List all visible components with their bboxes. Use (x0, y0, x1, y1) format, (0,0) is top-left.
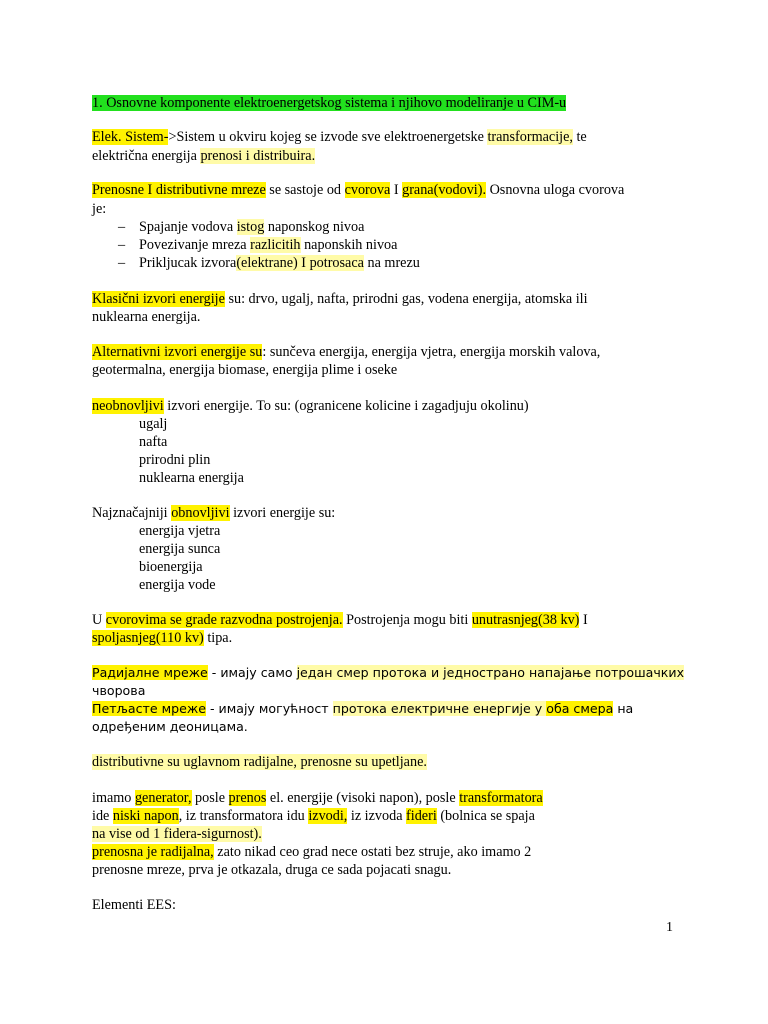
paragraph-imamo-line3: na vise od 1 fidera-sigurnost). (92, 826, 262, 842)
paragraph-mreze-line1: Prenosne I distributivne mreze se sastoje od cvorova I grana(vodovi). Osnovna uloga cvorova (92, 182, 625, 198)
list-item: energija vode (139, 577, 216, 593)
paragraph-imamo-line4: prenosna je radijalna, zato nikad ceo grad nece ostati bez struje, ako imamo 2 (92, 844, 532, 860)
paragraph-elek-line2: električna energija prenosi i distribuira. (92, 148, 316, 164)
list-item: nuklearna energija (139, 470, 244, 486)
list-item: energija sunca (139, 541, 221, 557)
paragraph-neobnovljivi: neobnovljivi izvori energije. To su: (ogranicene kolicine i zagadjuju okolinu) (92, 398, 529, 414)
paragraph-alternativni-line2: geotermalna, energija biomase, energija plime i oseke (92, 362, 398, 378)
list-item: bioenergija (139, 559, 203, 575)
paragraph-mreze-line2: je: (92, 201, 107, 217)
bullet-item: – Prikljucak izvora(elektrane) I potrosaca na mrezu (118, 255, 420, 271)
paragraph-distributivne: distributivne su uglavnom radijalne, prenosne su upetljane. (92, 754, 427, 770)
paragraph-postrojenja-line1: U cvorovima se grade razvodna postrojenja. Postrojenja mogu biti unutrasnjeg(38 kv) I (92, 612, 588, 628)
bullet-item: – Povezivanje mreza razlicitih naponskih nivoa (118, 237, 398, 253)
list-item: energija vjetra (139, 523, 221, 539)
paragraph-obnovljivi: Najznačajniji obnovljivi izvori energije su: (92, 505, 336, 521)
list-item: prirodni plin (139, 452, 211, 468)
paragraph-klasicni-line2: nuklearna energija. (92, 309, 201, 325)
paragraph-elek-line1: Elek. Sistem->Sistem u okviru kojeg se izvode sve elektroenergetske transformacije, te (92, 129, 587, 145)
paragraph-imamo-line1: imamo generator, posle prenos el. energije (visoki napon), posle transformatora (92, 790, 543, 806)
list-item: ugalj (139, 416, 168, 432)
page-number: 1 (666, 920, 673, 935)
paragraph-radijalne-line2: чворова (92, 683, 146, 698)
paragraph-imamo-line2: ide niski napon, iz transformatora idu izvodi, iz izvoda fideri (bolnica se spaja (92, 808, 535, 824)
heading-elementi: Elementi EES: (92, 897, 176, 913)
paragraph-postrojenja-line2: spoljasnjeg(110 kv) tipa. (92, 630, 233, 646)
paragraph-radijalne-line1: Радијалне мреже - имају само један смер протока и једнострано напајање потрошачких (92, 665, 685, 680)
paragraph-petljaste-line1: Петљасте мреже - имају могућност протока електричне енергије у оба смера на (92, 701, 634, 716)
paragraph-alternativni-line1: Alternativni izvori energije su: sunčeva energija, energija vjetra, energija morskih valova, (92, 344, 601, 360)
bullet-item: – Spajanje vodova istog naponskog nivoa (118, 219, 365, 235)
section-title: 1. Osnovne komponente elektroenergetskog sistema i njihovo modeliranje u CIM-u (92, 95, 567, 111)
paragraph-petljaste-line2: одређеним деоницама. (92, 719, 248, 734)
list-item: nafta (139, 434, 168, 450)
paragraph-klasicni-line1: Klasični izvori energije su: drvo, ugalj, nafta, prirodni gas, vodena energija, atomska ili (92, 291, 588, 307)
paragraph-imamo-line5: prenosne mreze, prva je otkazala, druga ce sada pojacati snagu. (92, 862, 452, 878)
